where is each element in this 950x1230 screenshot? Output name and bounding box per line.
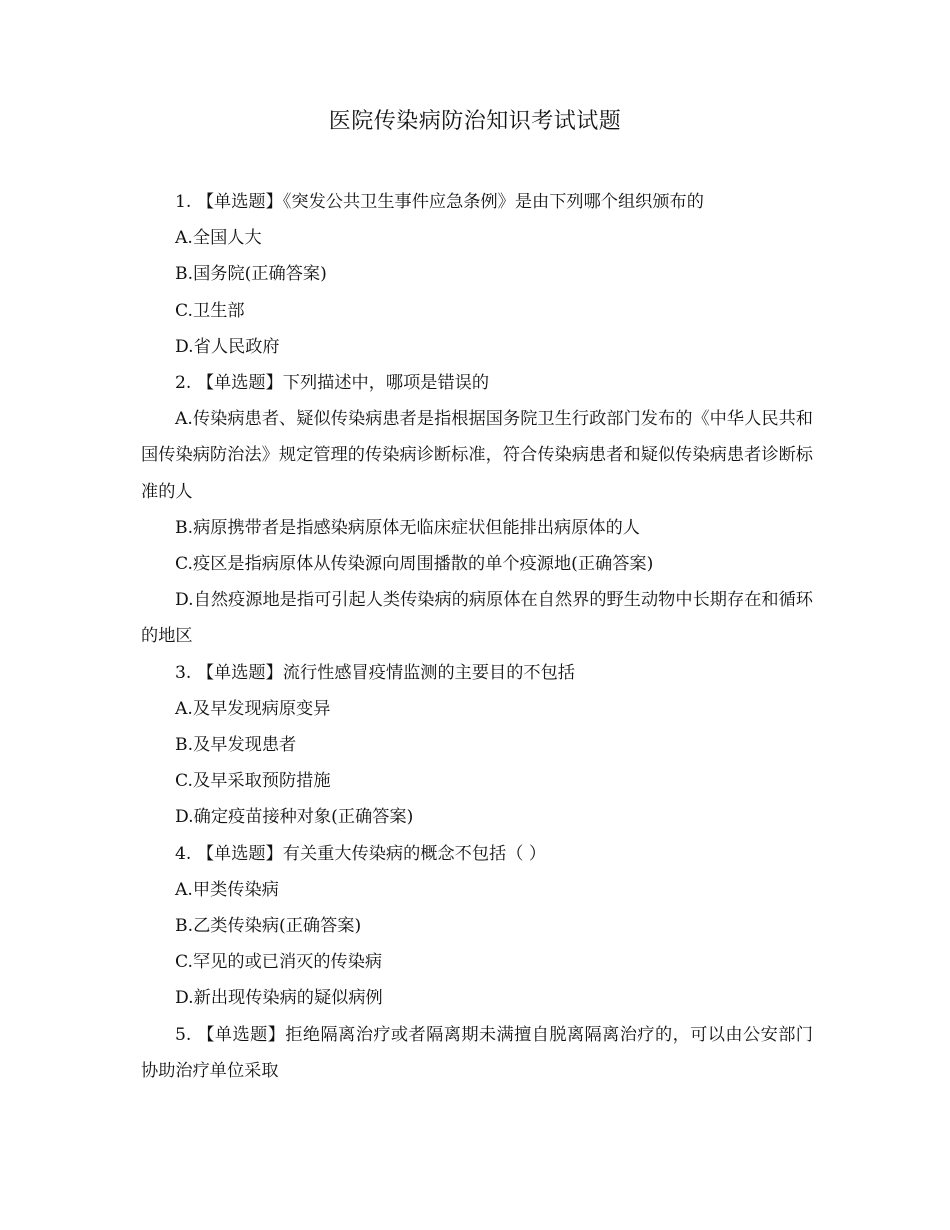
question-4-option-c: C.罕见的或已消灭的传染病 [175,952,383,973]
page-title: 医院传染病防治知识考试试题 [328,109,622,134]
question-4-option-d: D.新出现传染病的疑似病例 [175,988,383,1009]
question-4-stem: 4. 【单选题】有关重大传染病的概念不包括（ ） [175,843,547,864]
question-3-stem: 3. 【单选题】流行性感冒疫情监测的主要目的不包括 [175,662,575,683]
question-3-option-b: B.及早发现患者 [175,735,297,756]
question-4-option-a: A.甲类传染病 [175,879,279,900]
question-2-option-c: C.疫区是指病原体从传染源向周围播散的单个疫源地(正确答案) [175,554,654,575]
question-4-option-b: B.乙类传染病(正确答案) [175,916,362,937]
question-1-stem: 1. 【单选题】《突发公共卫生事件应急条例》是由下列哪个组织颁布的 [175,192,704,212]
question-1-option-d: D.省人民政府 [175,336,280,357]
document-body [141,184,813,1089]
question-5-stem: 5. 【单选题】拒绝隔离治疗或者隔离期未满擅自脱离隔离治疗的，可以由公安部门协助治疗单位采取 [141,1024,813,1081]
question-2-option-a: A.传染病患者、疑似传染病患者是指根据国务院卫生行政部门发布的《中华人民共和国传染病防治法》规定管理的传染病诊断标准，符合传染病患者和疑似传染病患者诊断标准的人 [141,409,813,502]
question-1-option-c: C.卫生部 [175,300,245,321]
question-3-option-c: C.及早采取预防措施 [175,771,331,792]
question-2-stem: 2. 【单选题】下列描述中，哪项是错误的 [175,373,490,394]
question-2-option-d: D.自然疫源地是指可引起人类传染病的病原体在自然界的野生动物中长期存在和循环的地区 [141,590,813,647]
question-3-option-a: A.及早发现病原变异 [175,698,331,719]
question-1-option-a: A.全国人大 [175,228,262,249]
question-2-option-b: B.病原携带者是指感染病原体无临床症状但能排出病原体的人 [175,517,640,538]
question-3-option-d: D.确定疫苗接种对象(正确答案) [175,807,414,828]
question-1-option-b: B.国务院(正确答案) [175,264,327,285]
